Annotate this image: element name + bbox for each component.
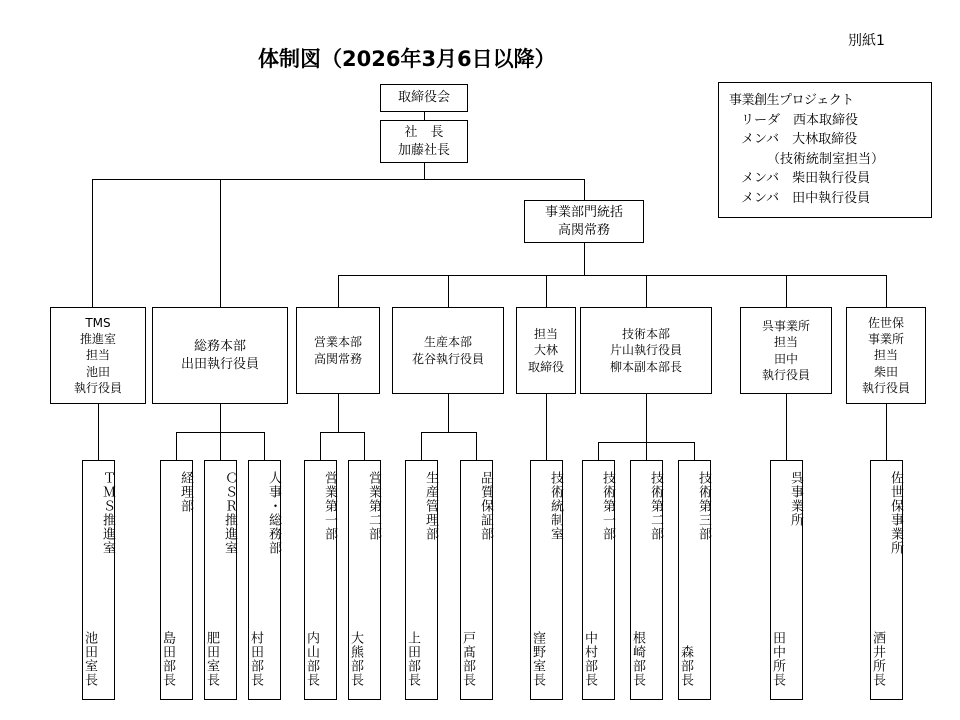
node-division-head-line-2: 高関常務 xyxy=(557,222,610,238)
node-president[interactable] xyxy=(380,120,468,163)
connector xyxy=(476,432,477,460)
connector xyxy=(264,432,265,460)
leaf-gijutsu-toseishitsu[interactable] xyxy=(530,460,563,700)
page-title: 体制図（2026年3月6日以降） xyxy=(258,47,556,71)
node-tech-hq[interactable] xyxy=(580,307,712,394)
node-sales-hq-line-1: 営業本部 xyxy=(313,335,362,350)
leaf-csr-suishinshitsu[interactable] xyxy=(204,460,237,700)
leaf-eigyo-dai-1-bu[interactable] xyxy=(304,460,337,700)
node-kure-office-line-2: 担当 xyxy=(773,335,798,350)
node-sasebo-office-line-4: 柴田 xyxy=(873,364,898,379)
node-sasebo-office-line-5: 執行役員 xyxy=(861,380,910,395)
leaf-sasebo-jigyosho[interactable] xyxy=(870,460,903,700)
leaf-dept: 佐世保事業所 xyxy=(888,471,903,555)
connector xyxy=(176,432,177,460)
connector xyxy=(424,163,425,179)
leaf-eigyo-dai-2-bu[interactable] xyxy=(348,460,381,700)
node-tms-office-line-4: 池田 xyxy=(85,364,110,379)
leaf-dept: 生産管理部 xyxy=(423,471,438,541)
node-president-line-2: 加藤社長 xyxy=(397,142,450,158)
node-kure-office-line-1: 呉事業所 xyxy=(761,319,810,334)
node-tms-office[interactable] xyxy=(50,307,146,404)
leaf-dept: 技術第三部 xyxy=(696,471,711,541)
connector xyxy=(220,404,221,432)
node-kure-office[interactable] xyxy=(740,307,832,394)
leaf-gijutsu-dai-3-bu[interactable] xyxy=(678,460,711,700)
connector xyxy=(448,275,449,307)
corner-label: 別紙1 xyxy=(848,33,885,49)
leaf-tms-suishinshitsu[interactable] xyxy=(82,460,115,700)
node-sasebo-office[interactable] xyxy=(846,307,926,404)
node-tech-hq-line-1: 技術本部 xyxy=(621,327,670,342)
leaf-dept: 技術統制室 xyxy=(548,471,563,541)
node-production-hq-line-2: 花谷執行役員 xyxy=(411,351,484,366)
leaf-dept: ＴＭＳ推進室 xyxy=(100,471,115,555)
leaf-dept: 営業第一部 xyxy=(322,471,337,541)
leaf-person: 根崎部長 xyxy=(630,631,645,687)
connector xyxy=(786,394,787,460)
leaf-person: 中村部長 xyxy=(582,631,597,687)
connector xyxy=(220,179,221,307)
connector xyxy=(320,432,321,460)
leaf-dept: 呉事業所 xyxy=(788,471,803,527)
leaf-dept: 品質保証部 xyxy=(478,471,493,541)
leaf-gijutsu-dai-2-bu[interactable] xyxy=(630,460,663,700)
leaf-dept: 技術第一部 xyxy=(600,471,615,541)
node-charge-obayashi-line-1: 担当 xyxy=(533,327,558,342)
legend-row-member-1-note: （技術統制室担当） xyxy=(767,151,885,167)
node-president-line-1: 社 長 xyxy=(404,124,444,140)
leaf-gijutsu-dai-1-bu[interactable] xyxy=(582,460,615,700)
node-tms-office-line-5: 執行役員 xyxy=(73,380,122,395)
leaf-keiribu[interactable] xyxy=(160,460,193,700)
node-general-affairs-line-2: 出田執行役員 xyxy=(180,356,259,372)
node-tms-office-line-3: 担当 xyxy=(85,348,110,363)
connector xyxy=(598,442,599,460)
connector xyxy=(364,432,365,460)
leaf-person: 内山部長 xyxy=(304,631,319,687)
connector xyxy=(646,442,647,460)
node-board-line-1: 取締役会 xyxy=(397,90,450,106)
legend-project-box xyxy=(718,82,932,218)
connector xyxy=(220,432,221,460)
connector xyxy=(448,394,449,432)
connector xyxy=(786,275,787,307)
leaf-person: 森部長 xyxy=(678,645,693,687)
leaf-person: 池田室長 xyxy=(82,631,97,687)
connector xyxy=(338,275,339,307)
node-kure-office-line-3: 田中 xyxy=(773,351,798,366)
node-charge-obayashi[interactable] xyxy=(516,307,576,394)
leaf-jinji-soumubu[interactable] xyxy=(248,460,281,700)
leaf-seisan-kanribu[interactable] xyxy=(405,460,438,700)
leaf-dept: 技術第二部 xyxy=(648,471,663,541)
node-general-affairs-line-1: 総務本部 xyxy=(193,338,246,354)
node-charge-obayashi-line-2: 大林 xyxy=(533,343,558,358)
leaf-person: 窪野室長 xyxy=(530,631,545,687)
leaf-person: 大熊部長 xyxy=(348,631,363,687)
node-board[interactable] xyxy=(380,84,468,112)
leaf-dept: 営業第二部 xyxy=(366,471,381,541)
leaf-dept: 経理部 xyxy=(178,471,193,513)
node-tms-office-line-2: 推進室 xyxy=(79,332,116,347)
connector xyxy=(320,432,364,433)
connector xyxy=(584,179,585,200)
legend-row-leader: リーダ 西本取締役 xyxy=(741,112,859,128)
legend-heading: 事業創生プロジェクト xyxy=(729,93,854,108)
node-division-head-line-1: 事業部門統括 xyxy=(544,204,623,220)
node-sasebo-office-line-3: 担当 xyxy=(873,348,898,363)
leaf-person: 肥田室長 xyxy=(204,631,219,687)
connector xyxy=(98,404,99,460)
leaf-hinshitsu-hoshobu[interactable] xyxy=(460,460,493,700)
leaf-person: 上田部長 xyxy=(405,631,420,687)
connector xyxy=(92,179,93,307)
connector xyxy=(338,394,339,432)
connector xyxy=(546,394,547,460)
leaf-person: 村田部長 xyxy=(248,631,263,687)
legend-row-member-1: メンバ 大林取締役 xyxy=(741,132,858,147)
node-sales-hq[interactable] xyxy=(296,307,380,394)
connector xyxy=(92,179,584,180)
node-sales-hq-line-2: 高関常務 xyxy=(313,351,362,366)
node-sasebo-office-line-2: 事業所 xyxy=(867,332,904,347)
leaf-person: 島田部長 xyxy=(160,631,175,687)
leaf-person: 田中所長 xyxy=(770,631,785,687)
node-charge-obayashi-line-3: 取締役 xyxy=(527,359,564,374)
leaf-dept: ＣＳＲ推進室 xyxy=(222,471,237,555)
connector xyxy=(421,432,422,460)
connector xyxy=(584,243,585,275)
leaf-person: 戸髙部長 xyxy=(460,631,475,687)
connector xyxy=(546,275,547,307)
node-kure-office-line-4: 執行役員 xyxy=(761,367,810,382)
node-tech-hq-line-3: 柳本副本部長 xyxy=(609,359,682,374)
connector xyxy=(646,275,647,307)
leaf-person: 酒井所長 xyxy=(870,631,885,687)
connector xyxy=(886,275,887,307)
node-tms-office-line-1: TMS xyxy=(85,316,111,331)
node-general-affairs[interactable] xyxy=(152,307,288,404)
connector xyxy=(646,394,647,442)
node-division-head[interactable] xyxy=(524,200,644,243)
legend-row-member-3: メンバ 田中執行役員 xyxy=(741,190,871,206)
connector xyxy=(338,275,886,276)
node-tech-hq-line-2: 片山執行役員 xyxy=(609,343,682,358)
legend-row-member-2: メンバ 柴田執行役員 xyxy=(741,171,871,186)
node-sasebo-office-line-1: 佐世保 xyxy=(867,316,904,331)
node-production-hq-line-1: 生産本部 xyxy=(423,335,472,350)
node-production-hq[interactable] xyxy=(392,307,504,394)
connector xyxy=(886,404,887,460)
connector xyxy=(694,442,695,460)
leaf-kure-jigyosho[interactable] xyxy=(770,460,803,700)
connector xyxy=(421,432,476,433)
leaf-dept: 人事・総務部 xyxy=(266,471,281,555)
